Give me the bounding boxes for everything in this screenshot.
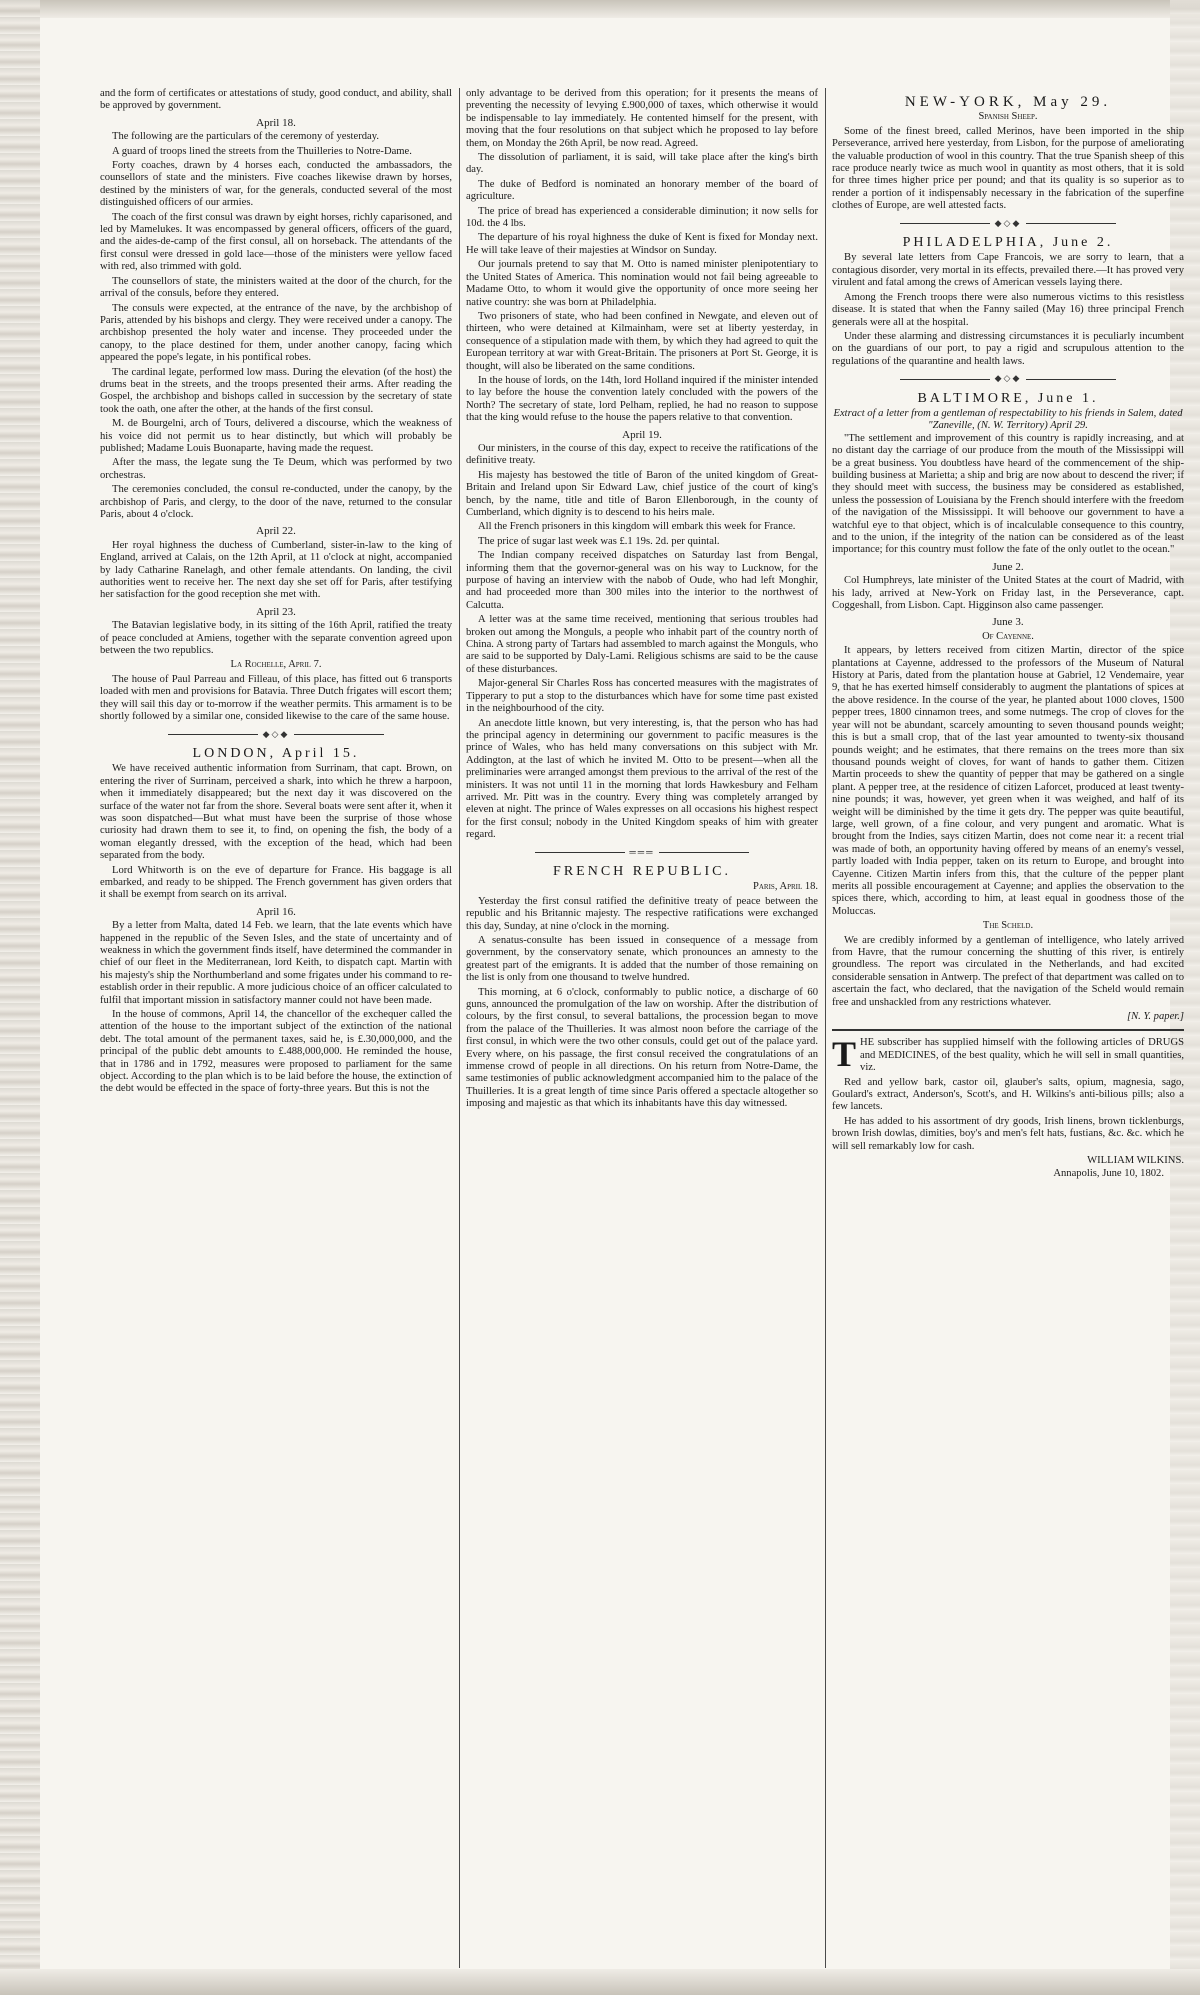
- article-paragraph: Forty coaches, drawn by 4 horses each, conducted the ambassadors, the counsellors of state and the ministers. Five coaches likewise drawn by horses, destined by the ministers of war, for the generals, conducted several of the most distinguished officers of our armies.: [100, 160, 452, 209]
- ornament-divider: ◆◇◆: [100, 728, 452, 740]
- article-paragraph: The house of Paul Parreau and Filleau, of this place, has fitted out 6 transports loaded with men and provisions for Batavia. Three Dutch frigates will escort them; they will sail this day or to-morrow if the weather permits. This armament is to be shortly followed by a similar one, consided likewise to the care of the same house.: [100, 673, 452, 723]
- article-paragraph: "The settlement and improvement of this country is rapidly increasing, and at no distant day the carriage of our produce from the mouth of the Mississippi will be a great business. You doubtless have heard of the commencement of the ship-building business at Marietta; a ship and brig are now about to descend the river; if they should meet with success, the business may be considered as established, unless the possession of Louisiana by the French should interfere with the freedom of the navigation of the Mississippi. It will behoove our government to have a watchful eye to that object, which is of incalculable consequence to this country, and to the union, if the integrity of the nation can be considered as of the least importance; for this country must follow the fate of the only outlet to the ocean.": [832, 432, 1184, 556]
- article-paragraph: His majesty has bestowed the title of Baron of the united kingdom of Great-Britain and Ireland upon Sir Edward Law, chief justice of the court of king's bench, by the name, title and title of Baron Ellenborough, in the county of Cumberland, which dignity is to descend to his heirs male.: [466, 469, 818, 518]
- article-paragraph: After the mass, the legate sung the Te Deum, which was performed by two orchestras.: [100, 457, 452, 481]
- article-paragraph: The price of bread has experienced a considerable diminution; it now sells for 10d. the 4 lbs.: [466, 205, 818, 230]
- article-paragraph: Our ministers, in the course of this day, expect to receive the ratifications of the definitive treaty.: [466, 442, 818, 467]
- article-paragraph: By a letter from Malta, dated 14 Feb. we learn, that the late events which have happened in the republic of the Seven Isles, and the state of uncertainty and of weakness in which the government finds itself, have determined the commander in chief of our fleet in the Mediterranean, lord Keith, to dispatch capt. Martin with his majesty's ship the Northumberland and some frigates under his command to re-establish order in their republic. A more judicious choice of an officer calculated to fulfil that important mission in satisfactory manner could not have been made.: [100, 920, 452, 1006]
- article-paragraph: It appears, by letters received from citizen Martin, director of the spice plantations at Cayenne, addressed to the professors of the Museum of Natural History at Paris, dated from the plantation house at Gabriel, 12 Vendemaire, year 9, that he has exerted himself considerably to augment the plantations of spices at the above residence. In the course of the year, he planted about 1000 cloves, 1500 pepper trees, 1800 cinnamon trees, and some nutmegs. The crop of cloves for the year will not be abundant, scarcely amounting to seven thousand pounds weight; this is but a small crop, that of the last year amounted to twenty-six thousand pounds weight; and he estimates, that there remains on the trees more than six thousand pounds weight of cloves, for want of hands to gather them. Citizen Martin proceeds to shew the quantity of pepper that may be gathered on a single plant. A pepper tree, at the residence of citizen Laforcet, produced at least twenty-nine pounds; it was, however, yet green when it was weighed, and half of its weight will be diminished by the time it gets dry. The pepper was quite beautiful, large, well grown, of a fine colour, and very pungent and aromatic. What is brought from the Indies, says citizen Martin, does not come near it: a recent trial was made of both, an opportunity having offered by means of an enemy's vessel, partly loaded with India pepper, taken on its return to Europe, and brought into Cayenne. Citizen Martin infers from this, that the culture of the pepper plant merits all possible encouragement at Cayenne; and applies the observation to the spices there, which, according to him, at least equal in goodness those of the Moluccas.: [832, 645, 1184, 917]
- section-subheading: Extract of a letter from a gentleman of respectability to his friends in Salem, dated "Zaneville, (N. W. Territory) April 29.: [833, 407, 1183, 432]
- article-paragraph: A letter was at the same time received, mentioning that serious troubles had broken out among the Monguls, a people who inhabit part of the country north of China. A strong party of Tartars had assembled to march against the Monguls, who are said to be supported by Daly-Lami. Religious schisms are said to be the cause of these disturbances.: [466, 614, 818, 675]
- ad-paragraph: HE subscriber has supplied himself with the following articles of DRUGS and MEDICINES, of the best quality, which he will sell in small quantities, viz.: [860, 1037, 1184, 1074]
- article-paragraph: Our journals pretend to say that M. Otto is named minister plenipotentiary to the United States of America. This nomination would not fail being agreeable to Madame Otto, to whom it would give the opportunity of once more seeing her native country: she was born at Philadelphia.: [466, 259, 818, 308]
- article-paragraph: The dissolution of parliament, it is said, will take place after the king's birth day.: [466, 152, 818, 176]
- article-paragraph: Her royal highness the duchess of Cumberland, sister-in-law to the king of England, arrived at Calais, on the 12th April, at 11 o'clock at night, accompanied by lady Catharine Ranelagh, and other female attendants. On landing, the civil authorities went to receive her. The next day she set off for Paris, after testifying her satisfaction for the good reception she met with.: [100, 539, 452, 601]
- section-heading: NEW-YORK, May 29.: [904, 94, 1112, 110]
- ornament-divider: ◆◇◆: [832, 217, 1184, 229]
- article-paragraph: The duke of Bedford is nominated an honorary member of the board of agriculture.: [466, 178, 818, 203]
- article-paragraph: We are credibly informed by a gentleman of intelligence, who lately arrived from Havre, that the rumour concerning the shutting of this river, is entirely groundless. The report was circulated in the Netherlands, and had excited considerable sensation in Antwerp. The prefect of that department was called on to ascertain the fact, who declared, that the navigation of the Scheld would remain free and unshackled from any restrictions whatever.: [832, 934, 1184, 1008]
- dateline: April 16.: [256, 905, 296, 918]
- article-paragraph: The departure of his royal highness the duke of Kent is fixed for Monday next. He will take leave of their majesties at Windsor on Sunday.: [466, 232, 818, 256]
- dateline: April 22.: [256, 525, 296, 538]
- article-paragraph: In the house of lords, on the 14th, lord Holland inquired if the minister intended to lay before the house the convention lately concluded with the powers of the North? The secretary of state, lord Pelham, replied, he had no reason to suppose that the king would refuse to the house the papers relative to that convention.: [466, 374, 818, 424]
- section-heading: BALTIMORE, June 1.: [917, 390, 1099, 406]
- column-divider: [825, 88, 826, 1968]
- section-subheading: Paris, April 18.: [753, 881, 818, 893]
- article-paragraph: The consuls were expected, at the entrance of the nave, by the archbishop of Paris, attended by his bishops and clergy. They were received under a canopy. The archbishop presented the holy water and incense. They proceeded under the canopy, to the place destined for them, under another canopy, facing which appeared the pope's legate, in his pontifical robes.: [100, 302, 452, 364]
- article-paragraph: All the French prisoners in this kingdom will embark this week for France.: [478, 521, 796, 533]
- article-paragraph: This morning, at 6 o'clock, conformably to public notice, a discharge of 60 guns, announced the promulgation of the law on worship. After the distribution of colours, by the first consul, to several battalions, the procession began to move from the palace of the Thuilleries. It was almost noon before the carriage of the first consul, in which were the two other consuls, could get out of the palace yard. Every where, on his passage, the first consul received the congratulations of an immense crowd of people in all directions. On his return from Notre-Dame, the same testimonies of public acknowledgment accompanied him to the palace of the Thuilleries. It is a great length of time since Paris offered a spectacle altogether so imposing and majestic as that which its inhabitants have this day witnessed.: [466, 986, 818, 1110]
- article-paragraph: and the form of certificates or attestations of study, good conduct, and ability, shall be approved by government.: [100, 88, 452, 112]
- article-paragraph: The price of sugar last week was £.1 19s. 2d. per quintal.: [478, 535, 720, 547]
- article-paragraph: only advantage to be derived from this operation; for it presents the means of preventing the necessity of levying £.900,000 of taxes, which otherwise it would be indispensable to lay immediately. He contented himself for the present, with moving that the four resolutions on that subject which he proposed to lay before them, on Monday the 26th April, be now read. Agreed.: [466, 88, 818, 149]
- ornament-divider: ═══: [466, 846, 818, 858]
- page-bottom-edge: [0, 1969, 1200, 1995]
- ornament-divider: ◆◇◆: [832, 372, 1184, 384]
- article-paragraph: M. de Bourgelni, arch of Tours, delivered a discourse, which the weakness of his voice did not permit us to hear distinctly, but which will probably be published; Madame Louis Buonaparte, having made the request.: [100, 418, 452, 454]
- column-2: [466, 88, 818, 1113]
- column-1: [100, 88, 452, 1098]
- article-paragraph: In the house of commons, April 14, the chancellor of the exchequer called the attention of the house to the important subject of the extinction of the national debt. The total amount of the permanent taxes, said he, is £.30,000,000, and the principal of the public debt amounts to £.488,000,000. He reminded the house, that in 1786 and in 1792, measures were proposed to parliament for the same object. According to the plan which is to be laid before the house, the extinction of the debt would be effected in the space of forty-three years. But this is not the: [100, 1009, 452, 1095]
- article-paragraph: Lord Whitworth is on the eve of departure for France. His baggage is all embarked, and ready to be shipped. The French government has given orders that it shall be exempt from search on its arrival.: [100, 864, 452, 901]
- article-paragraph: We have received authentic information from Surrinam, that capt. Brown, on entering the river of Surrinam, perceived a shark, into which he threw a harpoon, when it immediately disappeared; but the next day it was discovered on the surface of the water not far from the shore. Several boats were sent after it, when it was soon dispatched—But what must have been the surprise of those whose curiosity had drawn them to see it, to find, on opening the fish, the body of a woman elegantly dressed, with the exception of the head, which had been separated from the body.: [100, 763, 452, 862]
- dateline: April 19.: [622, 428, 662, 441]
- article-paragraph: Major-general Sir Charles Ross has concerted measures with the magistrates of Tipperary to put a stop to the disturbances which have for some time past existed in the neighbourhood of the city.: [466, 678, 818, 715]
- article-paragraph: The coach of the first consul was drawn by eight horses, richly caparisoned, and led by Mamelukes. It was encompassed by general officers, officers of the guard, and the aides-de-camp of the first consul, all on horseback. The attendants of the first consul were dressed in gold lace—those of the ministers were yellow faced with red, also trimmed with gold.: [100, 211, 452, 273]
- article-paragraph: A senatus-consulte has been issued in consequence of a message from government, by the conservatory senate, which pronounces an amnesty to the greatest part of the emigrants. It is added that the number of those remaining on the list is only from one thousand to twelve hundred.: [466, 935, 818, 984]
- article-paragraph: The cardinal legate, performed low mass. During the elevation (of the host) the drums beat in the streets, and the troops presented their arms. After reading the Gospel, the archbishop and bishops called in succession by the secretary of state took the oath, one after the other, at the hands of the first consul.: [100, 366, 452, 415]
- section-heading: La Rochelle, April 7.: [230, 659, 322, 671]
- page-top-edge: [0, 0, 1200, 18]
- article-paragraph: Yesterday the first consul ratified the definitive treaty of peace between the republic and his Britannic majesty. The respective ratifications were exchanged this day, Sunday, at nine o'clock in the morning.: [466, 895, 818, 932]
- article-paragraph: Under these alarming and distressing circumstances it is peculiarly incumbent on the guardians of our port, to pay a rigid and scrupulous attention to the regulations of the quarantine and health laws.: [832, 330, 1184, 367]
- ad-paragraph: He has added to his assortment of dry goods, Irish linens, brown ticklenburgs, brown Irish dowlas, dimities, boy's and men's felt hats, fustians, &c. &c. which he will sell remarkably low for cash.: [832, 1115, 1184, 1152]
- column-divider: [459, 88, 460, 1968]
- article-paragraph: An anecdote little known, but very interesting, is, that the person who has had the principal agency in determining our government to pacific measures is the prince of Wales, who has held many conversations on this subject with Mr. Addington, at the last of which he invited M. Otto to be present—when all the preliminaries were arranged amongst them previous to the arrival of the rest of the ministers. It was not until 11 in the morning that lords Hawkesbury and Felham arrived. Mr. Pitt was in the country. Every thing was completely arranged by eleven at night. The prince of Wales expresses on all occasions his highest respect for the first consul; nobody in the United Kingdom speaks of him with greater regard.: [466, 717, 818, 841]
- article-paragraph: By several late letters from Cape Francois, we are sorry to learn, that a contagious disorder, very mortal in its effects, prevailed there.—It has proved very virulent and fatal among the crews of American vessels laying there.: [832, 252, 1184, 289]
- dateline: June 3.: [992, 616, 1024, 629]
- column-3: [832, 88, 1184, 1180]
- article-paragraph: The following are the particulars of the ceremony of yesterday.: [112, 131, 379, 143]
- drop-cap: T: [832, 1034, 857, 1075]
- section-subheading: Spanish Sheep.: [978, 111, 1038, 123]
- source-credit: [N. Y. paper.]: [1126, 1011, 1184, 1023]
- page-left-edge: [0, 0, 40, 1995]
- article-paragraph: Two prisoners of state, who had been confined in Newgate, and eleven out of thirteen, who were detained at Kilmainham, were set at liberty yesterday, in consequence of a stipulation made with them, by which they had agreed to quit the European territory at war with Great-Britain. The prisoners at Port St. George, it is thought, will also be liberated on the same conditions.: [466, 310, 818, 372]
- dateline: June 2.: [992, 560, 1024, 573]
- ad-dateline: Annapolis, June 10, 1802.: [1053, 1167, 1164, 1179]
- section-heading: LONDON, April 15.: [192, 745, 360, 761]
- article-paragraph: Some of the finest breed, called Merinos, have been imported in the ship Perseverance, arrived here yesterday, from Lisbon, for the purpose of ameliorating the valuable production of wool in this country. That the true Spanish sheep of this race produce nearly twice as much wool in quantity as most others, that it is sold for three times higher price per pound; and that its quality is so superior as to render a portion of it indispensably necessary in the fabrication of the superfine clothes of Europe, are well attested facts.: [832, 125, 1184, 212]
- ad-paragraph: Red and yellow bark, castor oil, glauber's salts, opium, magnesia, sago, Goulard's extract, Anderson's, Scott's, and H. Wilkins's anti-bilious pills; also a few lancets.: [832, 1076, 1184, 1113]
- article-paragraph: The counsellors of state, the ministers waited at the door of the church, for the arrival of the consuls, before they entered.: [100, 275, 452, 300]
- dateline: April 18.: [256, 116, 296, 129]
- article-paragraph: A guard of troops lined the streets from the Thuilleries to Notre-Dame.: [112, 145, 412, 157]
- article-paragraph: Among the French troops there were also numerous victims to this resistless disease. It is stated that when the Fanny sailed (May 16) three principal French generals were all at the hospital.: [832, 291, 1184, 328]
- article-paragraph: The Indian company received dispatches on Saturday last from Bengal, informing them that the governor-general was on his way to Lucknow, for the purpose of having an interview with the nabob of Oude, who had left Monghir, and had proceeded more than 300 miles into the interior to the northwest of Calcutta.: [466, 550, 818, 611]
- article-paragraph: The ceremonies concluded, the consul re-conducted, under the canopy, by the archbishop of Paris, and clergy, to the door of the nave, returned to the consular Paris, about 4 o'clock.: [100, 484, 452, 520]
- article-paragraph: Col Humphreys, late minister of the United States at the court of Madrid, with his lady, arrived at New-York on Friday last, in the Perseverance, capt. Coggeshall, from Lisbon. Capt. Higginson also came passenger.: [832, 575, 1184, 612]
- section-heading: FRENCH REPUBLIC.: [553, 863, 731, 879]
- ad-signature: WILLIAM WILKINS.: [1087, 1155, 1184, 1167]
- advertisement: [832, 1029, 1184, 1179]
- article-paragraph: The Batavian legislative body, in its sitting of the 16th April, ratified the treaty of peace concluded at Amiens, together with the separate convention agreed upon between the two republics.: [100, 620, 452, 657]
- section-subheading: Of Cayenne.: [982, 630, 1034, 642]
- dateline: April 23.: [256, 605, 296, 618]
- section-subheading: The Scheld.: [982, 920, 1034, 932]
- section-heading: PHILADELPHIA, June 2.: [902, 235, 1114, 251]
